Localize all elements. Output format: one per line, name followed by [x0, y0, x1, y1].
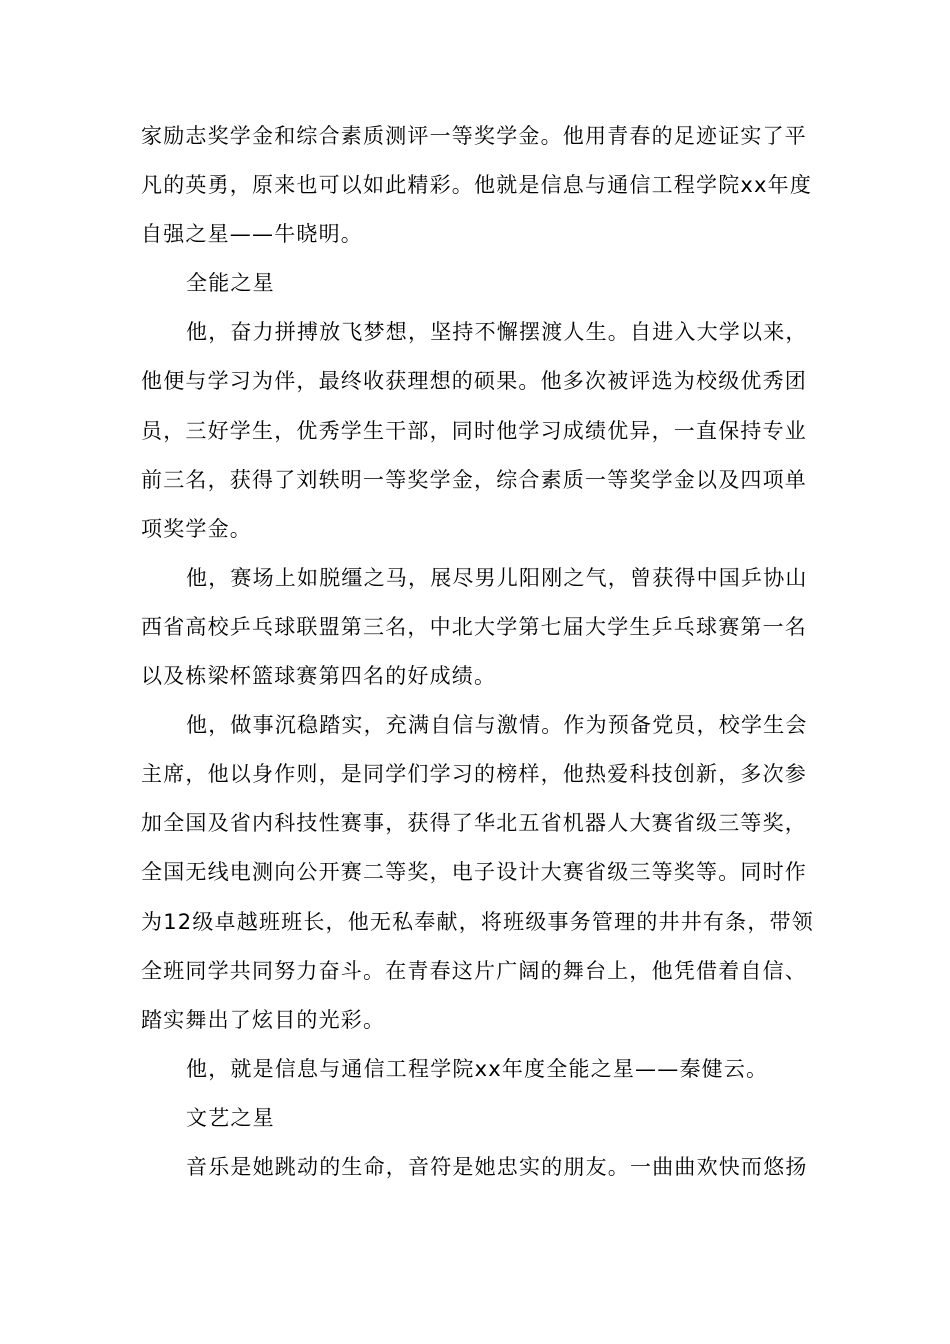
- text-line: 西省高校乒乓球联盟第三名，中北大学第七届大学生乒乓球赛第一名: [141, 614, 807, 639]
- text-line: 踏实舞出了炫目的光彩。: [141, 1007, 386, 1032]
- text-line: 他，就是信息与通信工程学院xx年度全能之星——秦健云。: [186, 1056, 769, 1081]
- text-line: 全国无线电测向公开赛二等奖，电子设计大赛省级三等奖等。同时作: [141, 860, 807, 885]
- text-line: 自强之星——牛晓明。: [141, 222, 363, 247]
- text-line: 他，做事沉稳踏实，充满自信与激情。作为预备党员，校学生会: [186, 713, 808, 738]
- text-line: 他，赛场上如脱缰之马，展尽男儿阳刚之气，曾获得中国乒协山: [186, 565, 808, 590]
- text-line: 家励志奖学金和综合素质测评一等奖学金。他用青春的足迹证实了平: [141, 124, 807, 148]
- section-heading: 全能之星: [186, 271, 275, 296]
- text-line: 音乐是她跳动的生命，音符是她忠实的朋友。一曲曲欢快而悠扬: [186, 1154, 808, 1179]
- text-line: 以及栋梁杯篮球赛第四名的好成绩。: [141, 664, 497, 689]
- text-line: 主席，他以身作则，是同学们学习的榜样，他热爱科技创新，多次参: [141, 762, 807, 787]
- text-line: 为12级卓越班班长，他无私奉献，将班级事务管理的井井有条，带领: [141, 909, 814, 934]
- text-line: 全班同学共同努力奋斗。在青春这片广阔的舞台上，他凭借着自信、: [141, 958, 807, 983]
- text-line: 加全国及省内科技性赛事，获得了华北五省机器人大赛省级三等奖，: [141, 811, 807, 836]
- section-heading: 文艺之星: [186, 1105, 275, 1130]
- text-line: 凡的英勇，原来也可以如此精彩。他就是信息与通信工程学院xx年度: [141, 173, 813, 198]
- text-line: 项奖学金。: [141, 516, 252, 541]
- document-body: [141, 112, 831, 1192]
- text-line: 他，奋力拼搏放飞梦想，坚持不懈摆渡人生。自进入大学以来，: [186, 320, 808, 345]
- text-line: 员，三好学生，优秀学生干部，同时他学习成绩优异，一直保持专业: [141, 418, 807, 443]
- text-line: 前三名，获得了刘轶明一等奖学金，综合素质一等奖学金以及四项单: [141, 467, 807, 492]
- text-line: 他便与学习为伴，最终收获理想的硕果。他多次被评选为校级优秀团: [141, 369, 807, 394]
